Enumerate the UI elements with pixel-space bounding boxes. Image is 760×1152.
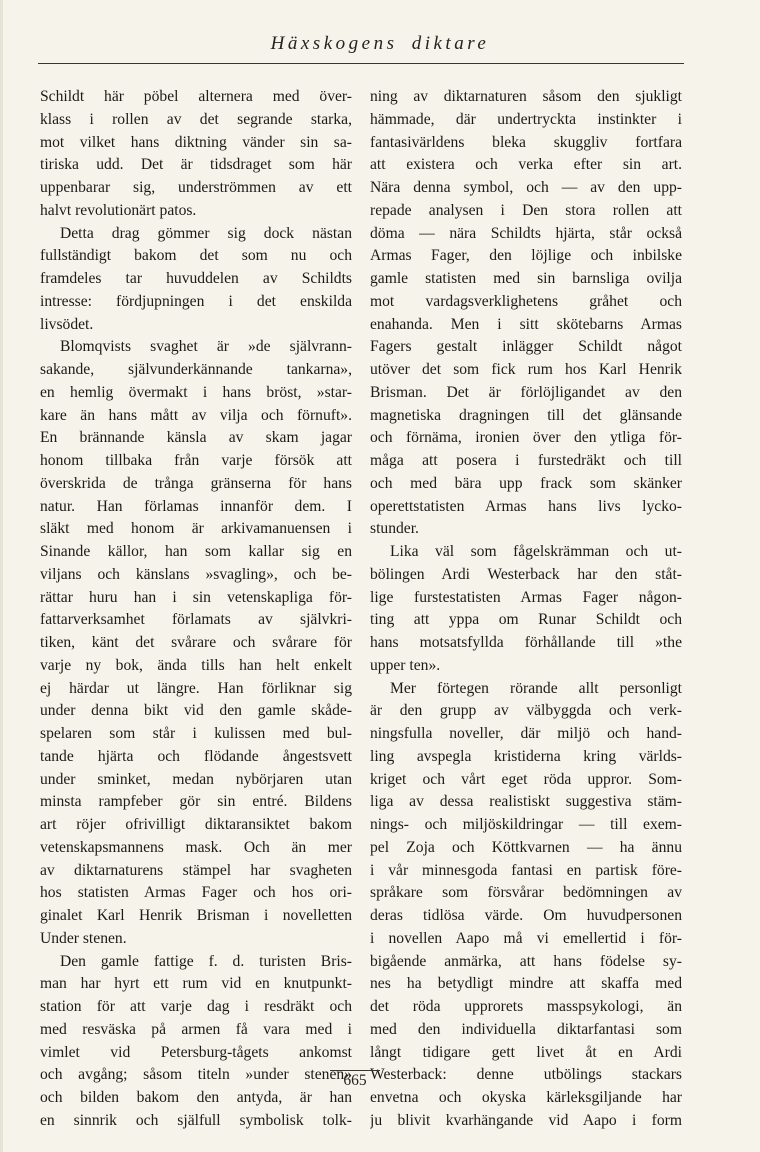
text-line: framdeles tar huvuddelen av Schildts — [40, 270, 352, 287]
text-line: deras tidlösa värde. Om huvudpersonen — [370, 907, 682, 924]
text-line: bölingen Ardi Westerback har den ståt- — [370, 565, 682, 583]
text-line: enahanda. Men i sitt skötebarns Armas — [370, 315, 682, 333]
text-line: Lika väl som fågelskrämman och ut- — [390, 543, 682, 560]
page-edge — [0, 0, 3, 1152]
text-line: klass i rollen av det segrande starka, — [40, 110, 352, 128]
text-line: och förnäma, ironien över den ytliga för- — [370, 429, 682, 447]
text-line: och avgång; såsom titeln »under stenen» — [40, 1066, 352, 1084]
text-line: hans motsatsfyllda förhållande till »the — [370, 634, 682, 651]
text-line: Fagers gestalt inlägger Schildt något — [370, 338, 682, 356]
text-line: med den individuella diktarfantasi som — [370, 1020, 682, 1038]
text-line: Detta drag gömmer sig dock nästan — [60, 224, 352, 242]
text-line: nings- och miljöskildringar — till exem- — [370, 816, 682, 833]
text-line: station för att varje dag i resdräkt och — [40, 998, 352, 1015]
text-line: fattarverksamhet förlamats av självkri- — [40, 611, 352, 629]
text-line: hos statisten Armas Fager och hos ori- — [40, 884, 352, 902]
text-line: Mer förtegen rörande allt personligt — [390, 679, 682, 697]
text-line: ning av diktarnaturen såsom den sjukligt — [370, 88, 682, 105]
text-line: kriget och vårt eget röda uppror. Som- — [370, 770, 682, 788]
left-column — [40, 86, 352, 1133]
text-line: vimlet vid Petersburg-tågets ankomst — [40, 1043, 352, 1061]
text-line: är den grupp av välbyggda och verk- — [370, 702, 682, 720]
text-line: magnetiska dragningen till det glänsande — [370, 406, 682, 424]
text-line: operettstatisten Armas hans livs lycko- — [370, 497, 682, 515]
text-line: av diktarnaturens stämpel har svagheten — [40, 861, 352, 879]
text-line: och med bära upp frack som skänker — [370, 474, 682, 492]
text-line: att existera och verka efter sin art. — [370, 156, 682, 174]
text-line: språkare som försvårar bedömningen av — [370, 884, 682, 902]
text-line: det röda upprorets masspsykologi, än — [370, 998, 682, 1015]
text-line: Nära denna symbol, och — av den upp- — [370, 179, 682, 196]
text-line: Under stenen. — [40, 929, 127, 947]
text-line: ju blivit kvarhängande vid Aapo i form — [370, 1111, 682, 1129]
text-line: lige furstestatisten Armas Fager någon- — [370, 588, 682, 606]
text-line: tiken, känt det svårare och svårare för — [40, 634, 352, 651]
text-line: Armas Fager, den löjlige och inbilske — [370, 247, 682, 265]
text-line: stunder. — [370, 520, 419, 538]
text-line: måga att posera i furstedräkt och till — [370, 452, 682, 469]
text-line: ginalet Karl Henrik Brisman i novelletten — [40, 907, 352, 924]
text-line: honom tillbaka från varje försök att — [40, 452, 352, 469]
text-line: nes ha betydligt mindre att skaffa med — [370, 975, 682, 993]
right-column — [370, 86, 682, 1133]
text-line: med resväska på armen få vara med i — [40, 1020, 352, 1038]
text-line: mot vilket hans diktning vänder sin sa- — [40, 133, 352, 151]
text-line: Schildt här pöbel alternera med över- — [40, 88, 352, 105]
text-line: döma — nära Schildts hjärta, står också — [370, 224, 682, 242]
text-line: mot vardagsverklighetens gråhet och — [370, 292, 682, 310]
text-line: en hemlig övermakt i hans bröst, »star- — [40, 383, 352, 401]
text-line: under denna bikt vid den gamle skåde- — [40, 702, 352, 720]
text-line: natur. Han förlamas innanför dem. I — [40, 497, 352, 515]
text-line: ling avspegla kristiderna kring världs- — [370, 747, 682, 765]
text-line: En brännande känsla av skam jagar — [40, 429, 352, 447]
text-line: tande hjärta och flödande ångestsvett — [40, 747, 352, 765]
text-line: spelaren som står i kulissen med bul- — [40, 725, 352, 742]
text-line: överskrida de trånga gränserna för hans — [40, 474, 352, 492]
text-line: rättar huru han i sin vetenskapliga för- — [40, 588, 352, 606]
text-line: Westerback: denne utbölings stackars — [370, 1066, 682, 1084]
text-line: fantasivärldens bleka skuggliv fortfara — [370, 133, 682, 151]
text-line: kare än hans mått av vilja och förnuft». — [40, 406, 352, 424]
text-line: Blomqvists svaghet är »de självrann- — [60, 338, 352, 356]
running-head: Häxskogens diktare — [270, 33, 490, 54]
text-line: en sinnrik och själfull symbolisk tolk- — [40, 1111, 352, 1129]
text-line: man har hyrt ett rum vid en knutpunkt- — [40, 975, 352, 993]
text-line: intresse: fördjupningen i det enskilda — [40, 292, 352, 310]
text-line: långt tidigare gett livet åt en Ardi — [370, 1043, 682, 1061]
text-line: Brisman. Det är förlöjligandet av den — [370, 383, 682, 401]
text-line: minsta rampfeber gör sin entré. Bildens — [40, 793, 352, 811]
text-line: ting att yppa om Runar Schildt och — [370, 611, 682, 629]
text-line: fullständigt bakom det som nu och — [40, 247, 352, 265]
page-number: 665 — [330, 1070, 380, 1090]
text-line: i vår minnesgoda fantasi en partisk före- — [370, 861, 682, 879]
text-line: ej härdar ut längre. Han förliknar sig — [40, 679, 352, 697]
text-line: liga av dessa realistiskt suggestiva stäm- — [370, 793, 682, 811]
text-line: upper ten». — [370, 656, 441, 674]
text-line: vetenskapsmannens mask. Och än mer — [40, 838, 352, 856]
text-line: art röjer ofrivilligt diktaransiktet bakom — [40, 816, 352, 833]
text-line: släkt med honom är arkivamanuensen i — [40, 520, 352, 538]
text-line: bigående anmärka, att hans födelse sy- — [370, 952, 682, 970]
header-rule — [38, 63, 684, 64]
text-line: pel Zoja och Köttkvarnen — ha ännu — [370, 838, 682, 856]
text-line: ningsfulla noveller, där miljö och hand- — [370, 725, 682, 742]
text-line: sakande, självunderkännande tankarna», — [40, 361, 352, 378]
text-line: repade analysen i Den stora rollen att — [370, 201, 682, 219]
text-line: under sminket, medan nybörjaren utan — [40, 770, 352, 788]
text-line: gamle statisten med sin barnsliga ovilja — [370, 270, 682, 287]
text-line: hämmade, där undertryckta instinkter i — [370, 110, 682, 128]
text-line: utöver det som fick rum hos Karl Henrik — [370, 361, 682, 378]
text-line: och bilden bakom den antyda, är han — [40, 1089, 352, 1106]
text-line: Den gamle fattige f. d. turisten Bris- — [60, 952, 352, 970]
text-line: varje ny bok, ända tills han helt enkelt — [40, 656, 352, 674]
text-line: i novellen Aapo må vi emellertid i för- — [370, 929, 682, 947]
text-line: envetna och okyska kärleksgiljande har — [370, 1089, 682, 1106]
text-line: viljans och känslans »svagling», och be- — [40, 565, 352, 583]
text-line: livsödet. — [40, 315, 94, 333]
text-line: halvt revolutionärt patos. — [40, 201, 197, 219]
text-line: uppenbarar sig, underströmmen av ett — [40, 179, 352, 196]
text-line: Sinande källor, han som kallar sig en — [40, 543, 352, 560]
text-line: tiriska udd. Det är tidsdraget som här — [40, 156, 352, 174]
